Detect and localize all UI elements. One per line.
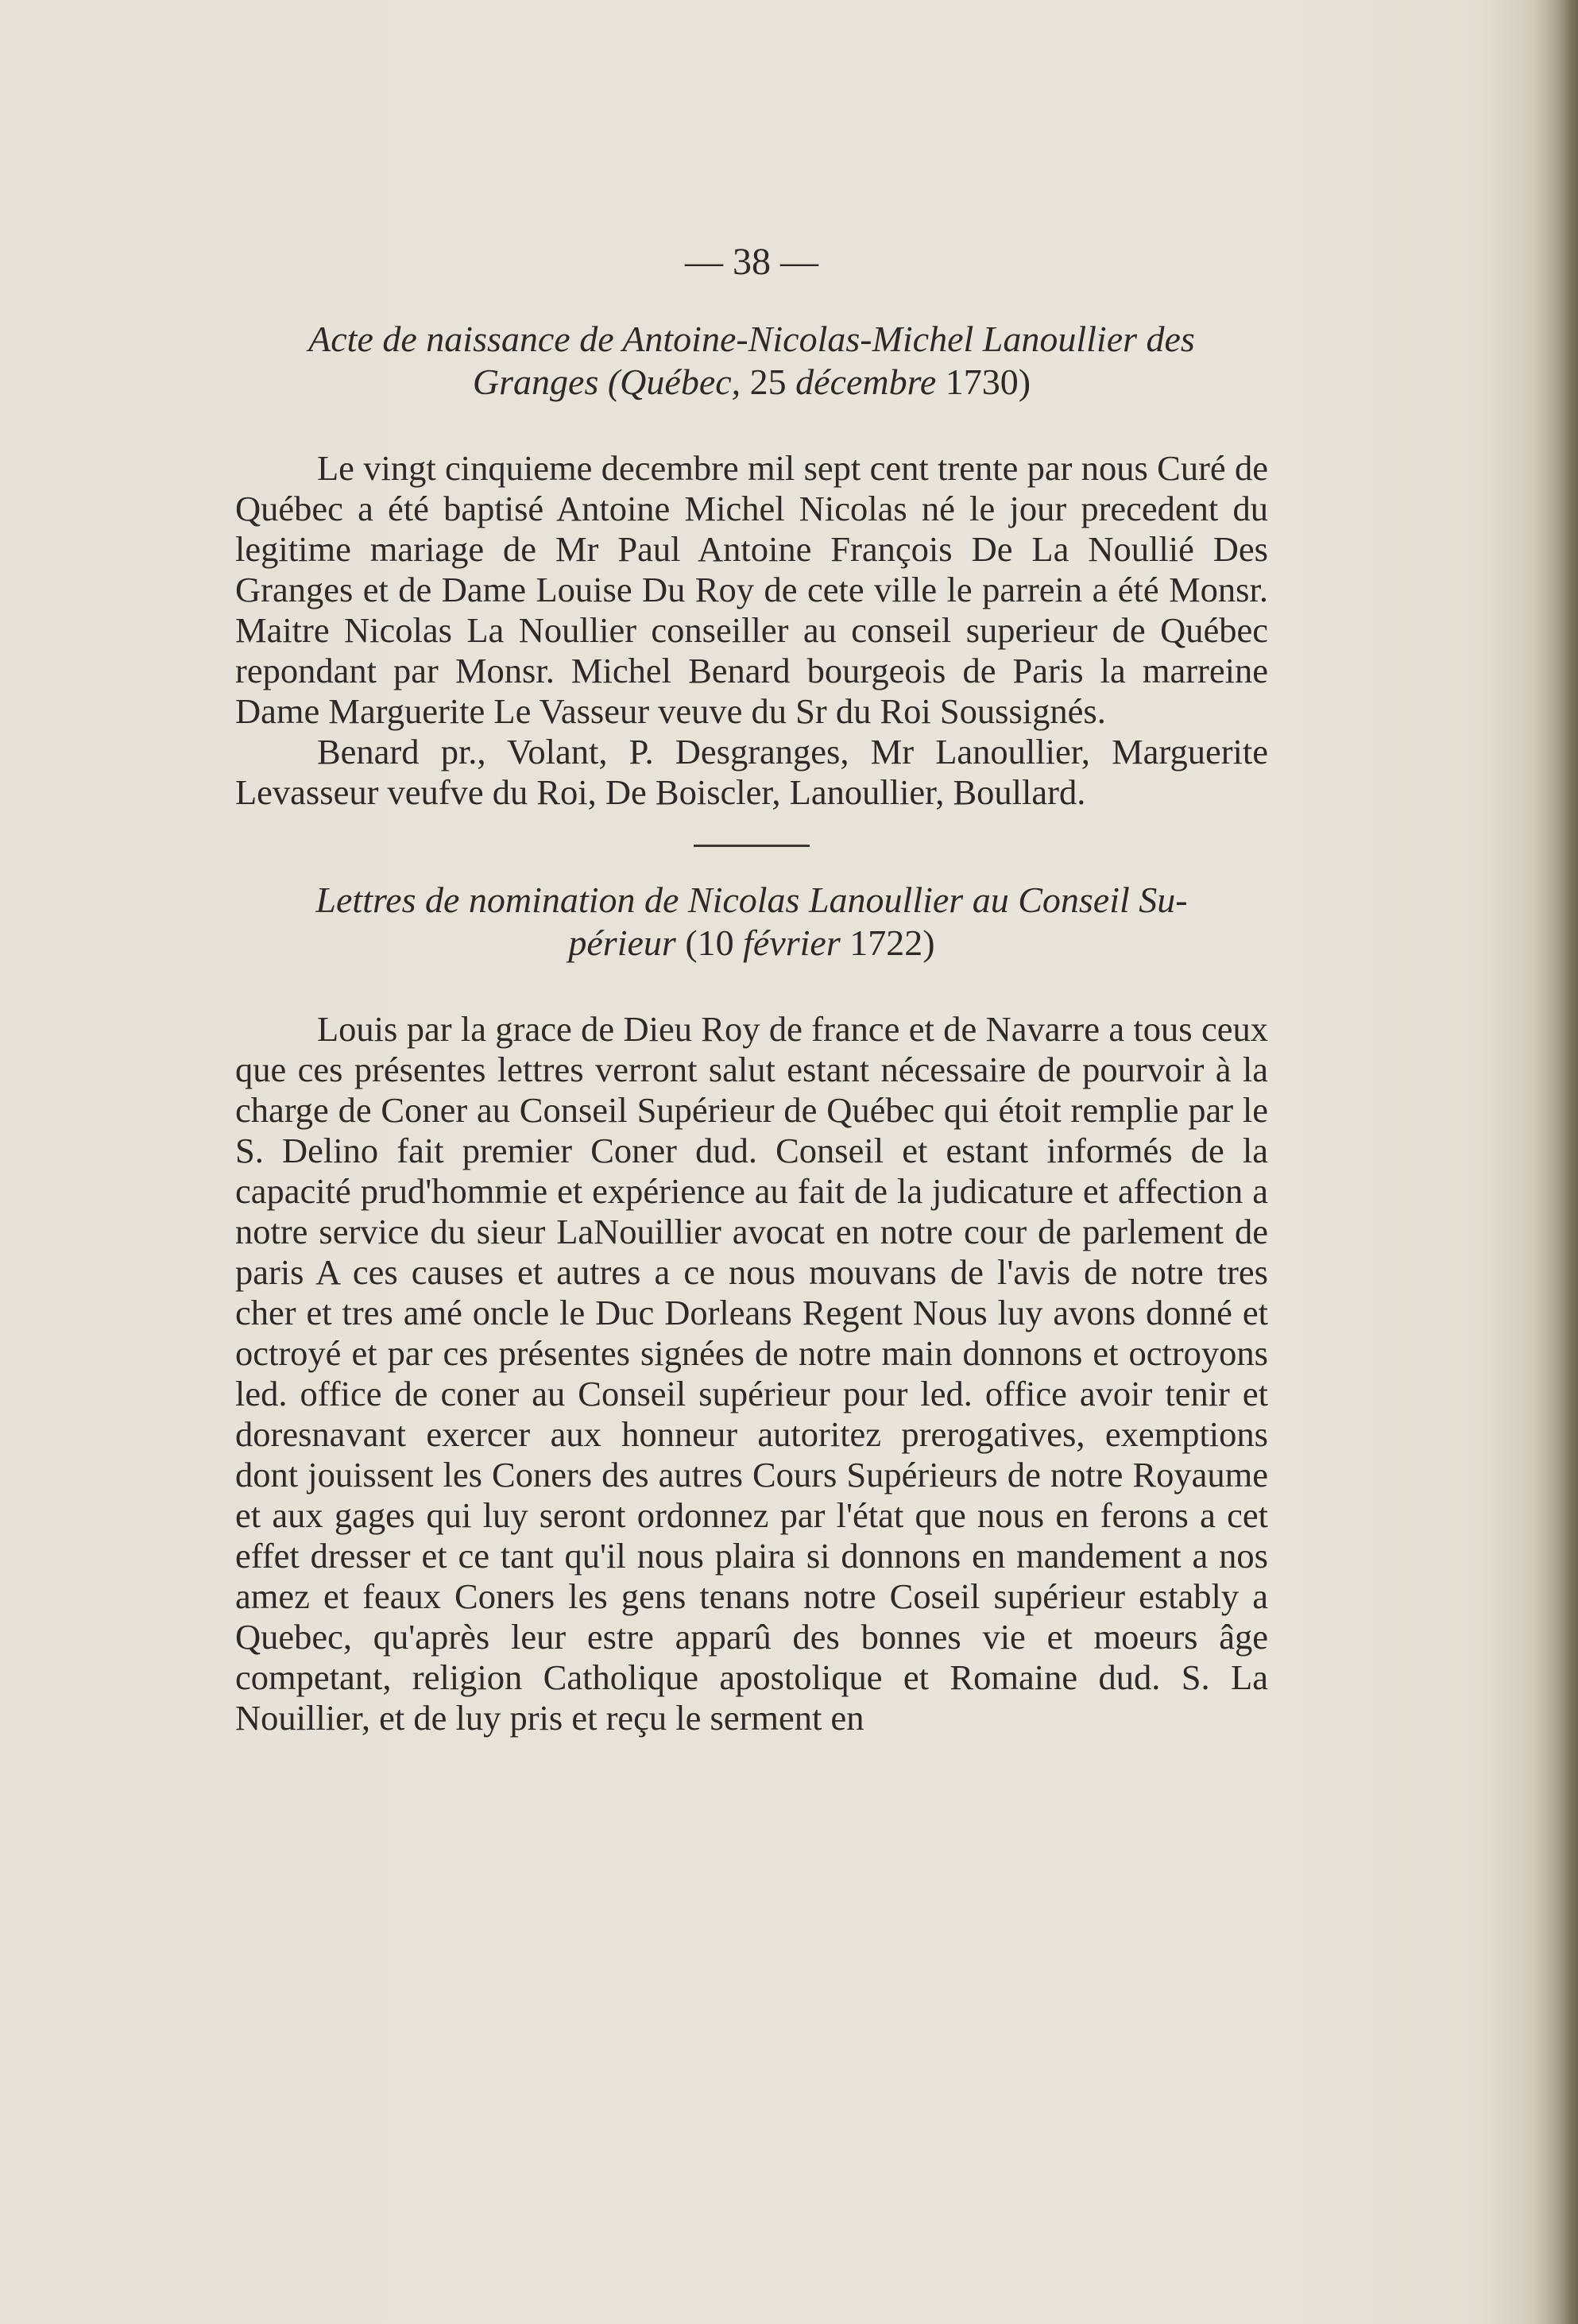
page-number: — 38 — <box>685 241 818 283</box>
signatures-paragraph: Benard pr., Volant, P. Desgranges, Mr Lanoullier, Marguerite Levasseur veufve du Roi, De Boiscler, Lanoullier, Boullard. <box>235 732 1268 812</box>
heading-day: 25 <box>749 362 787 402</box>
page-content <box>235 238 1268 1738</box>
birth-record-paragraph: Le vingt cinquieme decembre mil sept cent trente par nous Curé de Québec a été baptisé Antoine Michel Nicolas né le jour precedent du legitime mariage de Mr Paul Antoine François De La Noullié Des Granges et de Dame Louise Du Roy de cete ville le parrein a été Monsr. Maitre Nicolas La Noullier conseiller au conseil superieur de Québec repondant par Monsr. Michel Benard bourgeois de Paris la marreine Dame Marguerite Le Vasseur veuve du Sr du Roi Soussignés. <box>235 448 1268 731</box>
heading-place: Granges (Québec, <box>472 362 741 402</box>
heading-line-1 <box>235 879 1268 922</box>
nomination-letter-paragraph: Louis par la grace de Dieu Roy de france et de Navarre a tous ceux que ces présentes lettres verront salut estant nécessaire de pourvoir à la charge de Coner au Conseil Supérieur de Québec qui étoit remplie par le S. Delino fait premier Coner dud. Conseil et estant informés de la capacité prud'hommie et expérience au fait de la judicature et affection a notre service du sieur LaNouillier avocat en notre cour de parlement de paris A ces causes et autres a ce nous mouvans de l'avis de notre tres cher et tres amé oncle le Duc Dorleans Regent Nous luy avons donné et octroyé et par ces présentes signées de notre main donnons et octroyons led. office de coner au Conseil supérieur pour led. office avoir tenir et doresnavant exercer aux honneur autoritez prerogatives, exemptions dont jouissent les Coners des autres Cours Supérieurs de notre Royaume et aux gages qui luy seront ordonnez par l'état que nous en ferons a cet effet dresser et ce tant qu'il nous plaira si donnons en mandement a nos amez et feaux Coners les gens tenans notre Coseil supérieur estably a Quebec, qu'après leur estre apparû des bonnes vie et moeurs âge competant, religion Catholique apostolique et Romaine dud. S. La Nouillier, et de luy pris et reçu le serment en <box>235 1009 1268 1738</box>
heading-line-2 <box>235 922 1268 965</box>
heading-text: Acte de naissance de Antoine-Nicolas-Michel Lanoullier des <box>308 319 1195 359</box>
section-heading-birth-record <box>235 318 1268 404</box>
section-divider <box>694 845 810 847</box>
page-edge-shadow <box>1530 0 1578 2324</box>
heading-text: Lettres de nomination de Nicolas Lanoullier au Conseil Su- <box>315 880 1188 920</box>
heading-month: février <box>743 922 841 963</box>
heading-year: 1722) <box>849 922 935 963</box>
heading-year: 1730) <box>945 362 1031 402</box>
heading-month: décembre <box>795 362 937 402</box>
heading-day: 10 <box>697 922 734 963</box>
section-heading-nomination-letters <box>235 879 1268 965</box>
heading-line-1 <box>235 318 1268 361</box>
heading-paren: ( <box>685 922 698 963</box>
heading-line-2 <box>235 361 1268 404</box>
heading-word: périeur <box>568 922 676 963</box>
